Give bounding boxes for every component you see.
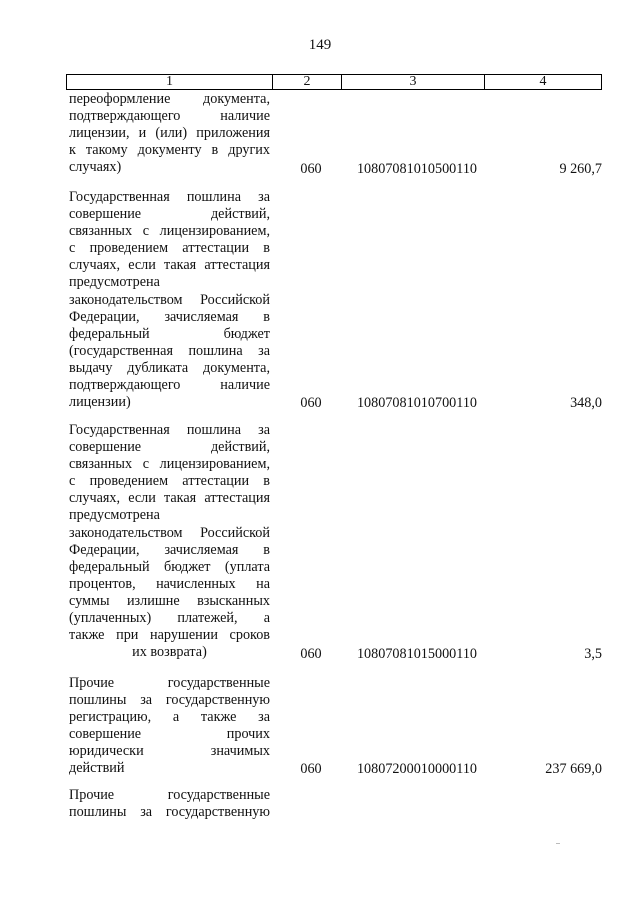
description-line: федеральный бюджет (уплата <box>69 558 270 575</box>
description-line: процентов, начисленных на <box>69 575 270 592</box>
description-line: Прочие государственные <box>69 787 270 803</box>
description-line: законодательством Российской <box>69 524 270 541</box>
description-line: выдачу дубликата документа, <box>69 359 270 376</box>
description-line: лицензии) <box>69 394 131 411</box>
table-header <box>66 74 602 90</box>
row-description <box>69 189 270 411</box>
header-col-4: 4 <box>539 74 547 89</box>
header-col-3: 3 <box>342 75 485 89</box>
page-number: 149 <box>308 37 332 53</box>
description-line: также при нарушении сроков <box>69 627 270 644</box>
description-line: регистрацию, а также за <box>69 709 270 726</box>
description-line: пошлины за государственную <box>69 804 270 821</box>
description-line: Государственная пошлина за <box>69 422 270 438</box>
description-line: случаях) <box>69 159 122 176</box>
scan-artifact <box>556 843 560 844</box>
description-line: связанных с лицензированием, <box>69 223 270 240</box>
budget-classification-code: 10807081010500110 <box>356 161 478 177</box>
description-line: юридически значимых <box>69 743 270 760</box>
description-line: Прочие государственные <box>69 675 270 691</box>
row-description <box>69 91 270 176</box>
description-line: к такому документу в других <box>69 142 270 159</box>
description-line: совершение действий, <box>69 206 270 223</box>
admin-code: 060 <box>300 395 322 411</box>
description-line: переоформление документа, <box>69 91 270 107</box>
description-line: предусмотрена <box>69 507 160 524</box>
budget-classification-code: 10807081015000110 <box>356 646 478 662</box>
amount-value: 9 260,7 <box>559 161 602 177</box>
admin-code: 060 <box>300 646 322 662</box>
amount-value: 348,0 <box>570 395 602 411</box>
description-line: случаях, если такая аттестация <box>69 257 270 274</box>
description-line: Федерации, зачисляемая в <box>69 541 270 558</box>
description-line: совершение действий, <box>69 439 270 456</box>
description-line: их возврата) <box>132 644 207 661</box>
description-line: случаях, если такая аттестация <box>69 490 270 507</box>
description-line: пошлины за государственную <box>69 692 270 709</box>
description-line: связанных с лицензированием, <box>69 456 270 473</box>
description-line: федеральный бюджет <box>69 325 270 342</box>
row-description <box>69 422 270 661</box>
admin-code: 060 <box>300 161 322 177</box>
description-line: совершение прочих <box>69 726 270 743</box>
header-col-2: 2 <box>273 75 342 89</box>
description-line: Федерации, зачисляемая в <box>69 308 270 325</box>
amount-value: 237 669,0 <box>545 761 602 777</box>
row-description <box>69 675 270 778</box>
description-line: предусмотрена <box>69 274 160 291</box>
admin-code: 060 <box>300 761 322 777</box>
description-line: (уплаченных) платежей, а <box>69 610 270 627</box>
budget-classification-code: 10807081010700110 <box>356 395 478 411</box>
description-line: подтверждающего наличие <box>69 377 270 394</box>
description-line: с проведением аттестации в <box>69 473 270 490</box>
description-line: подтверждающего наличие <box>69 108 270 125</box>
description-line: суммы излишне взысканных <box>69 592 270 609</box>
budget-classification-code: 10807200010000110 <box>356 761 478 777</box>
description-line: лицензии, и (или) приложения <box>69 125 270 142</box>
description-line: законодательством Российской <box>69 291 270 308</box>
description-line: с проведением аттестации в <box>69 240 270 257</box>
row-description <box>69 787 270 821</box>
description-line: (государственная пошлина за <box>69 342 270 359</box>
description-line: Государственная пошлина за <box>69 189 270 205</box>
header-col-1: 1 <box>67 75 273 89</box>
description-line: действий <box>69 760 125 777</box>
amount-value: 3,5 <box>584 646 602 662</box>
